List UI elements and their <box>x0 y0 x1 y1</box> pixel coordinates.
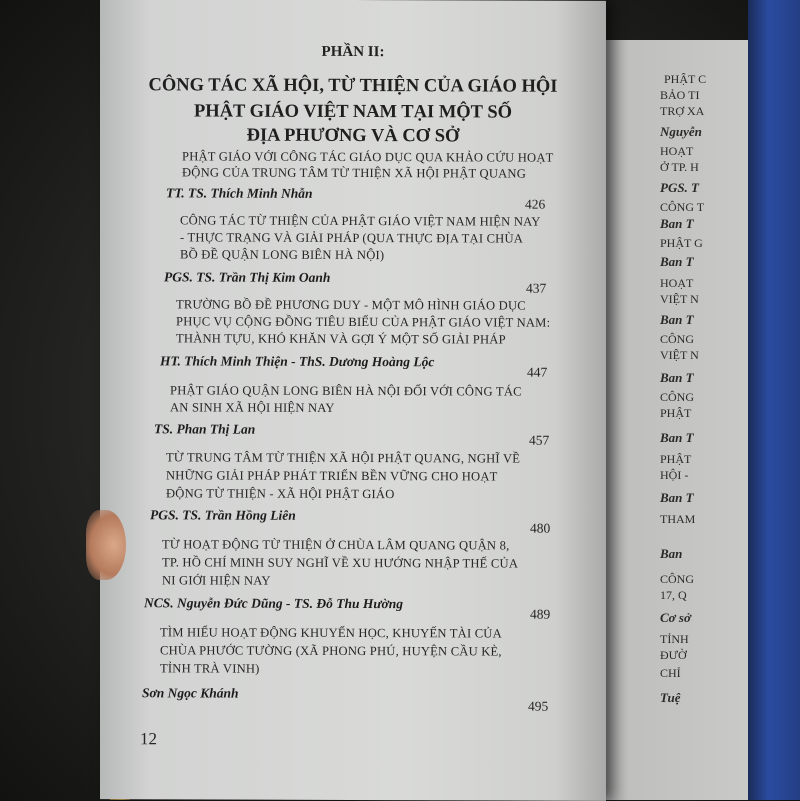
entry-author: PGS. TS. Trần Hồng Liên <box>150 507 296 523</box>
right-page-fragment: Ban T <box>660 430 694 445</box>
right-page-fragment: Ban T <box>660 216 694 231</box>
right-page-fragment: Ban T <box>660 254 694 269</box>
right-page-fragment: HOẠT <box>660 144 694 158</box>
right-page-fragment: PHẬT C <box>664 72 707 86</box>
left-page <box>100 0 606 801</box>
part-title: PHẦN II: <box>321 43 385 61</box>
right-page-fragment: CHỈ <box>660 666 681 680</box>
entry-title-line: PHẬT GIÁO QUẬN LONG BIÊN HÀ NỘI ĐỐI VỚI CÔNG TÁC <box>170 383 522 399</box>
entry-title-line: TỪ TRUNG TÂM TỪ THIỆN XÃ HỘI PHẬT QUANG, NGHĨ VỀ <box>166 450 521 466</box>
right-page-fragment: CÔNG T <box>660 200 705 214</box>
right-page-fragment: Cơ sở <box>660 610 691 625</box>
entry-author: PGS. TS. Trần Thị Kim Oanh <box>164 269 331 285</box>
right-page-fragment: HỘI - <box>660 468 689 482</box>
entry-page-number: 447 <box>527 364 548 380</box>
right-page-fragment: Ban T <box>660 370 694 385</box>
blue-book-edge <box>748 0 800 800</box>
entry-title-line: CHÙA PHƯỚC TƯỜNG (XÃ PHONG PHÚ, HUYỆN CẦU KÈ, <box>160 643 502 659</box>
entry-page-number: 480 <box>530 520 551 536</box>
entry-title-line: TP. HỒ CHÍ MINH SUY NGHĨ VỀ XU HƯỚNG NHẬP THẾ CỦA <box>162 555 519 571</box>
entry-title-line: - THỰC TRẠNG VÀ GIẢI PHÁP (QUA THỰC ĐỊA TẠI CHÙA <box>180 230 524 246</box>
entry-title-line: PHẬT GIÁO VỚI CÔNG TÁC GIÁO DỤC QUA KHẢO CỨU HOẠT <box>182 149 554 165</box>
entry-title-line: ĐỘNG TỪ THIỆN - XÃ HỘI PHẬT GIÁO <box>166 486 395 502</box>
right-page-fragment: CÔNG <box>660 572 695 586</box>
entry-page-number: 457 <box>529 432 550 448</box>
entry-title-line: PHỤC VỤ CỘNG ĐỒNG TIÊU BIỂU CỦA PHẬT GIÁO VIỆT NAM: <box>176 314 551 330</box>
entry-author: TS. Phan Thị Lan <box>154 421 256 437</box>
right-page-fragment: CÔNG <box>660 390 695 404</box>
right-page-fragment: VIỆT N <box>660 292 699 306</box>
right-page-fragment: Tuệ <box>660 690 681 705</box>
right-page-fragment: Ở TP. H <box>660 160 699 174</box>
right-page-fragment: 17, Q <box>660 588 687 602</box>
entry-title-line: THÀNH TỰU, KHÓ KHĂN VÀ GỢI Ý MỘT SỐ GIẢI PHÁP <box>176 331 506 347</box>
entry-title-line: AN SINH XÃ HỘI HIỆN NAY <box>170 400 335 415</box>
section-heading-line: PHẬT GIÁO VIỆT NAM TẠI MỘT SỐ <box>194 101 512 123</box>
right-page-fragment: BẢO TI <box>660 88 700 102</box>
right-page-fragment: TRỢ XA <box>660 104 705 118</box>
entry-title-line: TỪ HOẠT ĐỘNG TỪ THIỆN Ở CHÙA LÂM QUANG QUẬN 8, <box>162 537 510 553</box>
right-page-fragment: CÔNG <box>660 332 695 346</box>
right-page <box>598 40 748 800</box>
entry-author: TT. TS. Thích Minh Nhẫn <box>166 185 313 201</box>
entry-author: HT. Thích Minh Thiện - ThS. Dương Hoàng Lộc <box>160 353 435 370</box>
entry-title-line: TÌM HIỂU HOẠT ĐỘNG KHUYẾN HỌC, KHUYẾN TÀI CỦA <box>160 625 502 641</box>
right-page-fragment: Ban <box>660 546 683 561</box>
right-page-fragment: Ban T <box>660 490 694 505</box>
entry-author: Sơn Ngọc Khánh <box>142 685 239 701</box>
entry-page-number: 437 <box>526 280 547 296</box>
right-page-fragment: VIỆT N <box>660 348 699 362</box>
entry-author: NCS. Nguyễn Đức Dũng - TS. Đỗ Thu Hường <box>144 595 403 612</box>
entry-title-line: ĐỘNG CỦA TRUNG TÂM TỪ THIỆN XÃ HỘI PHẬT QUANG <box>182 165 527 181</box>
entry-title-line: TRƯỜNG BỒ ĐỀ PHƯƠNG DUY - MỘT MÔ HÌNH GIÁO DỤC <box>176 297 526 313</box>
right-page-fragment: PGS. T <box>660 180 699 195</box>
right-page-fragment: Nguyễn <box>660 124 702 139</box>
right-page-fragment: PHẬT <box>660 452 692 466</box>
entry-title-line: NHỮNG GIẢI PHÁP PHÁT TRIỂN BỀN VỮNG CHO HOẠT <box>166 468 498 484</box>
right-page-fragment: TỈNH <box>660 632 689 646</box>
section-heading-line: ĐỊA PHƯƠNG VÀ CƠ SỞ <box>246 125 460 147</box>
entry-page-number: 489 <box>530 606 551 622</box>
section-heading-line: CÔNG TÁC XÃ HỘI, TỪ THIỆN CỦA GIÁO HỘI <box>148 75 558 97</box>
right-page-fragment: Ban T <box>660 312 694 327</box>
entry-page-number: 495 <box>528 698 549 714</box>
right-page-fragment: PHẬT <box>660 406 692 420</box>
right-page-fragment: THAM <box>660 512 696 526</box>
entry-page-number: 426 <box>525 196 546 212</box>
right-page-fragment: ĐƯỜ <box>660 648 687 662</box>
right-page-fragment: HOẠT <box>660 276 694 290</box>
page-number: 12 <box>140 729 157 749</box>
right-page-fragment: PHẬT G <box>660 236 703 250</box>
entry-title-line: BỒ ĐỀ QUẬN LONG BIÊN HÀ NỘI) <box>180 247 385 263</box>
entry-title-line: TỈNH TRÀ VINH) <box>160 661 260 676</box>
entry-title-line: NI GIỚI HIỆN NAY <box>162 573 271 588</box>
thumb <box>86 510 126 580</box>
entry-title-line: CÔNG TÁC TỪ THIỆN CỦA PHẬT GIÁO VIỆT NAM HIỆN NAY <box>180 213 541 229</box>
